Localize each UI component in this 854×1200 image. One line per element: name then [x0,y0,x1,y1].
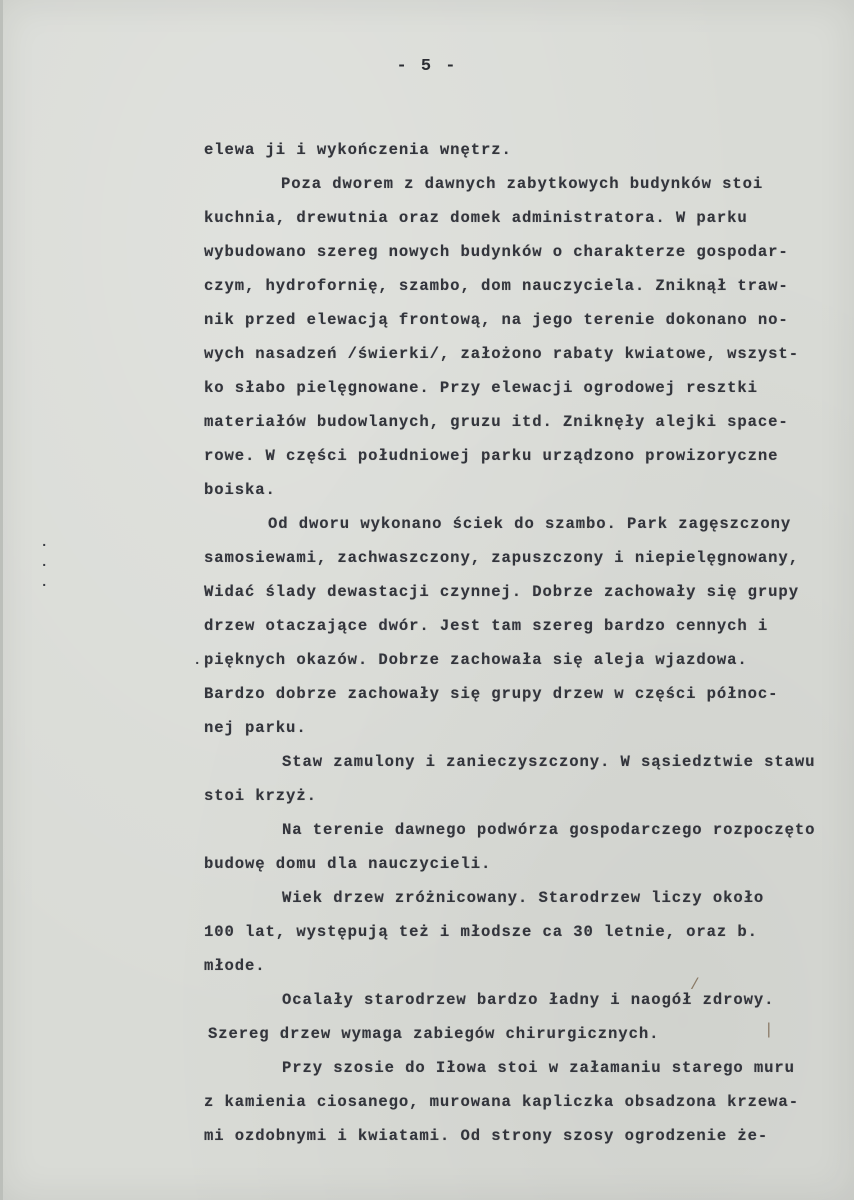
text-line: kuchnia, drewutnia oraz domek administratora. W parku [204,209,748,227]
margin-dot: · [40,578,49,594]
text-line: czym, hydrofornię, szambo, dom nauczyciela. Zniknął traw- [204,277,789,295]
text-line: Wiek drzew zróżnicowany. Starodrzew liczy około [282,889,765,907]
text-line: wybudowano szereg nowych budynków o charakterze gospodar- [204,243,789,261]
text-line: 100 lat, występują też i młodsze ca 30 letnie, oraz b. [204,923,758,941]
text-line: boiska. [204,481,276,499]
text-line: samosiewami, zachwaszczony, zapuszczony i niepielęgnowany, [204,549,799,567]
text-line: rowe. W części południowej parku urządzono prowizoryczne [204,447,779,465]
text-line: drzew otaczające dwór. Jest tam szereg bardzo cennych i [204,617,769,635]
text-line: Poza dworem z dawnych zabytkowych budynków stoi [281,175,764,193]
text-line: ko słabo pielęgnowane. Przy elewacji ogrodowej resztki [204,379,758,397]
text-line: Na terenie dawnego podwórza gospodarczego rozpoczęto [282,821,816,839]
margin-dot: · [193,656,202,672]
text-line: Bardzo dobrze zachowały się grupy drzew w części północ- [204,685,779,703]
text-line: Przy szosie do Iłowa stoi w załamaniu starego muru [282,1059,795,1077]
text-line: młode. [204,957,266,975]
text-line: wych nasadzeń /świerki/, założono rabaty kwiatowe, wszyst- [204,345,799,363]
margin-dot: · [40,558,49,574]
text-line: nik przed elewacją frontową, na jego terenie dokonano no- [204,311,789,329]
text-line: materiałów budowlanych, gruzu itd. Zniknęły alejki space- [204,413,789,431]
pencil-mark: / [690,976,700,994]
text-line: mi ozdobnymi i kwiatami. Od strony szosy ogrodzenie że- [204,1127,769,1145]
pencil-mark: | [764,1021,774,1039]
text-line: stoi krzyż. [204,787,317,805]
page-number: - 5 - [396,57,458,76]
text-line: z kamienia ciosanego, murowana kapliczka obsadzona krzewa- [204,1093,799,1111]
text-line: budowę domu dla nauczycieli. [204,855,492,873]
text-line: Staw zamulony i zanieczyszczony. W sąsiedztwie stawu [282,753,816,771]
text-line: Ocalały starodrzew bardzo ładny i naogół zdrowy. [282,991,775,1009]
text-line: Szereg drzew wymaga zabiegów chirurgicznych. [208,1025,660,1043]
text-line: pięknych okazów. Dobrze zachowała się aleja wjazdowa. [204,651,748,669]
page-left-edge [0,0,3,1200]
text-line: Widać ślady dewastacji czynnej. Dobrze zachowały się grupy [204,583,799,601]
text-line: nej parku. [204,719,307,737]
margin-dot: · [40,538,49,554]
text-line: Od dworu wykonano ściek do szambo. Park zagęszczony [268,515,792,533]
text-line: elewa ji i wykończenia wnętrz. [204,141,512,159]
